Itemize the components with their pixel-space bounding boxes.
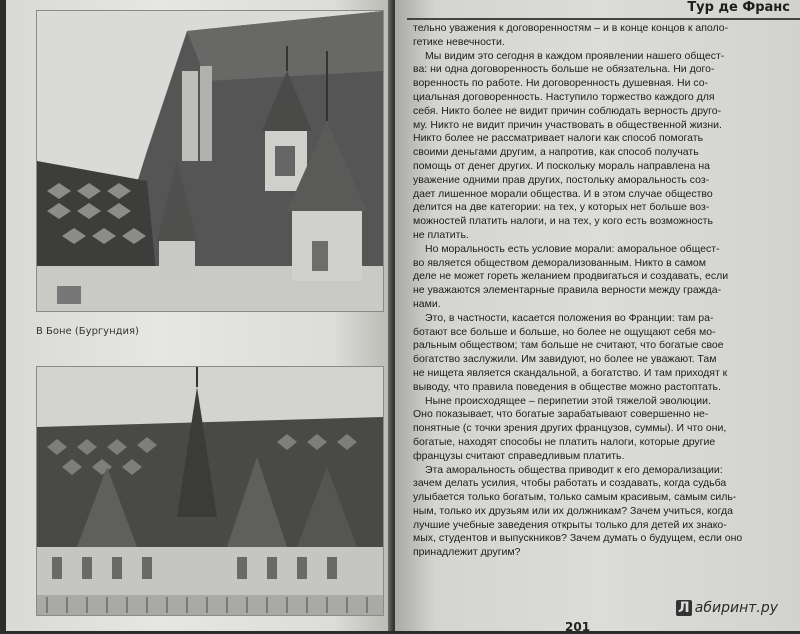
left-page (6, 0, 392, 631)
text-line: выводу, что правила поведения в обществе можно растоптать. (413, 380, 721, 393)
running-header: Тур де Франс (687, 0, 790, 15)
text-line: гетике невечности. (413, 35, 505, 48)
text-line: принадлежит другим? (413, 546, 521, 559)
labirint-watermark (676, 600, 778, 616)
header-rule (407, 18, 800, 20)
text-line: ральным обществом; там больше не считают, что богатые свое (413, 339, 724, 352)
text-line: ва: ни одна договоренность больше не обязательна. Ни дого- (413, 63, 715, 76)
text-line: зачем делать усилия, чтобы работать и создавать, когда судьба (413, 477, 727, 490)
text-line: Оно показывает, что богатые зарабатывают совершенно не- (413, 408, 709, 421)
text-line: можностей платить налоги, и на тех, у кого есть возможность (413, 215, 713, 228)
text-line: не уважаются элементарные правила верности между гражда- (413, 284, 722, 297)
text-line: лучшие учебные заведения открыты только для детей их знако- (413, 518, 727, 531)
text-line: циальная договоренность. Наступило торжество каждого для (413, 90, 715, 103)
text-line: понятные (с точки зрения других французов, суммы). И что они, (413, 422, 727, 435)
photo-rooftops-bottom (36, 366, 384, 616)
text-line: уважение одними прав других, постольку аморальность соз- (413, 173, 710, 186)
text-line: воренность по работе. Ни договоренность душевная. Ни со- (413, 77, 709, 90)
text-line: Но моральность есть условие морали: аморальное общест- (425, 242, 720, 255)
text-line: Ныне происходящее – перипетии этой тяжелой эволюции. (425, 394, 711, 407)
text-line: деле не может гореть желанием продвигаться и создавать, если (413, 270, 729, 283)
text-line: богатые, находят способы не платить налоги, которые другие (413, 435, 716, 448)
text-line: му. Никто не видит причин участвовать в общественной жизни. (413, 118, 722, 131)
text-line: улыбается только богатым, только самым красивым, самым силь- (413, 491, 737, 504)
text-line: дает лишенное морали общества. И в этом случае общество (413, 187, 713, 200)
text-line: ным, только их друзьям или их должникам? Зачем учиться, когда (413, 504, 733, 517)
page-number: 201 (565, 620, 591, 634)
text-line: во является обществом деморализованным. Никто в самом (413, 256, 706, 269)
body-text (413, 22, 781, 560)
photo-rooftops-top (36, 10, 384, 312)
text-line: Это, в частности, касается положения во Франции: там ра- (425, 311, 714, 324)
text-line: делится на две категории: на тех, у которых нет больше воз- (413, 201, 710, 214)
text-line: ботают все больше и больше, но более не ощущают себя мо- (413, 325, 716, 338)
text-line: мых, студентов и выпускников? Зачем думать о будущем, если оно (413, 532, 743, 545)
text-line: французы считают справедливым платить. (413, 449, 625, 462)
text-line: богатство заслужили. Им завидуют, но более не уважают. Там (413, 353, 717, 366)
text-line: Эта аморальность общества приводит к его деморализации: (425, 463, 723, 476)
text-line: не нищета является скандальной, а богатство. И там приходят к (413, 366, 728, 379)
text-line: помощь от денег других. И поскольку мораль направлена на (413, 159, 710, 172)
text-line: себя. Никто более не видит причин соблюдать верность друго- (413, 104, 722, 117)
text-line: тельно уважения к договоренностям – и в конце концов к аполо- (413, 22, 729, 34)
labirint-logo-icon: Л (676, 600, 692, 616)
text-line: своими деньгами другим, а напротив, как способ получать (413, 146, 699, 159)
labirint-logo-text: абиринт.ру (694, 600, 778, 616)
right-page (395, 0, 800, 634)
text-line: Мы видим это сегодня в каждом проявлении нашего общест- (425, 49, 725, 62)
text-line: не платить. (413, 228, 469, 241)
photo-caption: В Боне (Бургундия) (36, 326, 139, 337)
text-line: Никто более не рассматривает налоги как способ помогать (413, 132, 704, 145)
text-line: нами. (413, 297, 441, 310)
